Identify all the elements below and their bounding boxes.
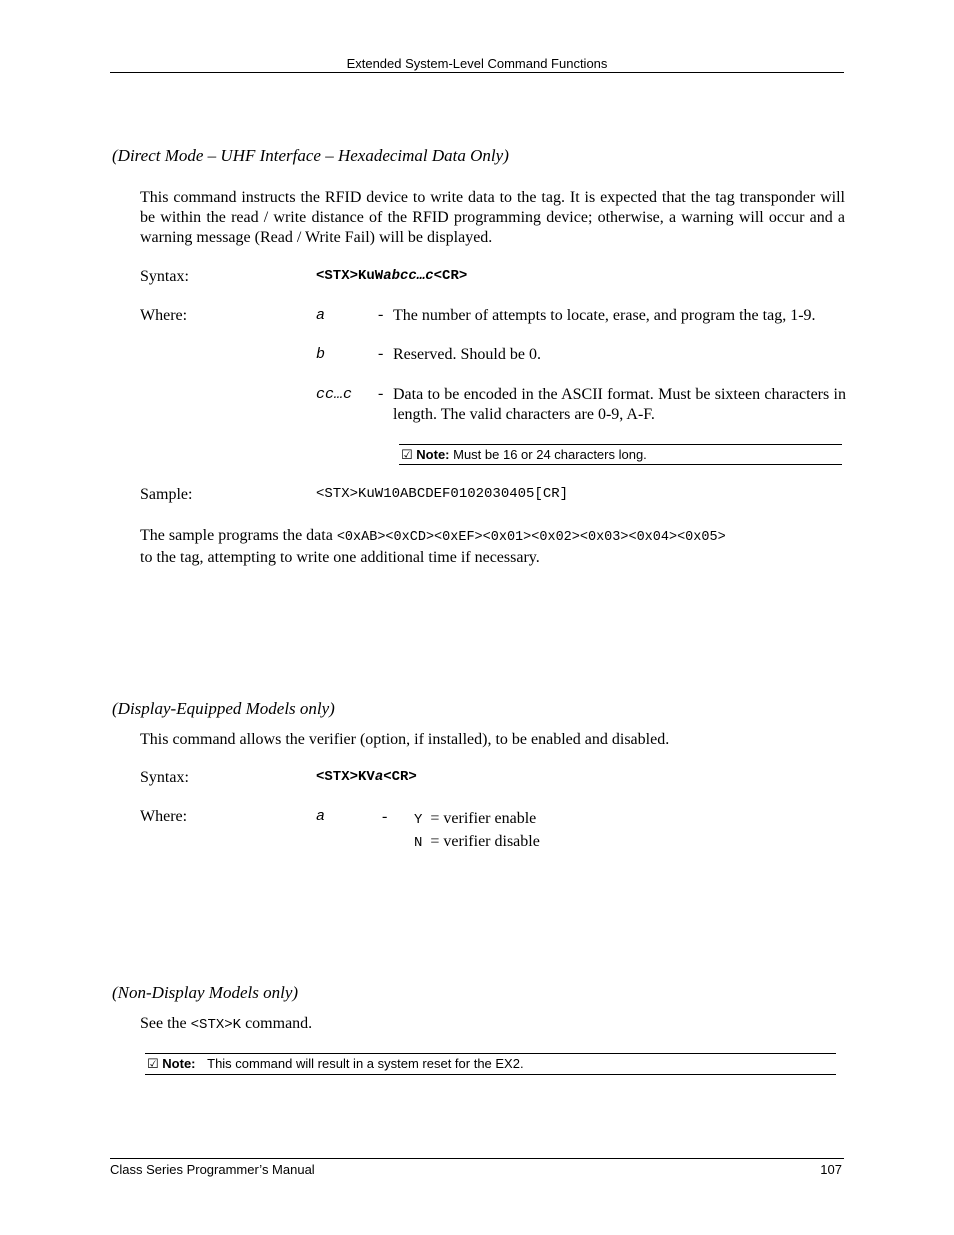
section2-subtitle: (Display-Equipped Models only) [112, 699, 335, 718]
param-c-dash: - [378, 385, 384, 402]
section1-syntax-label: Syntax: [140, 268, 189, 285]
syntax-suffix: <CR> [433, 268, 468, 284]
header-rule [110, 72, 844, 73]
sample-desc-code: <0xAB><0xCD><0xEF><0x01><0x02><0x03><0x04><0x05> [336, 530, 726, 545]
param-b-name: b [316, 346, 326, 363]
section1-subtitle: (Direct Mode – UHF Interface – Hexadecimal Data Only) [112, 146, 509, 165]
footer-rule [110, 1158, 844, 1159]
syntax-variable: a [374, 769, 384, 785]
section2-where-label: Where: [140, 808, 188, 825]
param-a-desc: The number of attempts to locate, erase, and program the tag, 1-9. [393, 307, 816, 324]
section1-sample-description [140, 526, 850, 568]
option-desc: = verifier enable [430, 810, 537, 827]
checkbox-icon: ☑ [401, 448, 413, 463]
note-text: This command will result in a system reset for the EX2. [207, 1056, 524, 1071]
section1-where-label: Where: [140, 307, 188, 324]
section2-param-dash: - [382, 808, 388, 825]
section3-text [140, 1014, 312, 1035]
running-header: Extended System-Level Command Functions [346, 56, 608, 71]
sample-desc-post: to the tag, attempting to write one additional time if necessary. [140, 549, 540, 566]
syntax-suffix: <CR> [383, 769, 417, 785]
option-enable [414, 808, 540, 831]
section1-description: This command instructs the RFID device to write data to the tag. It is expected that the tag transponder will be within the read / write distance of the RFID programming device; otherwise, a warning will occur and a warning message (Read / Write Fail) will be displayed. [140, 189, 845, 246]
text-post: command. [245, 1015, 313, 1032]
param-b-dash: - [378, 345, 384, 362]
note-label: Note: [416, 447, 450, 462]
section1-sample-code: <STX>KuW10ABCDEF0102030405[CR] [316, 486, 569, 502]
section1-sample-label: Sample: [140, 486, 193, 503]
note-box-1 [399, 444, 842, 465]
param-c-desc: Data to be encoded in the ASCII format. Must be sixteen characters in length. The valid characters are 0-9, A-F. [393, 386, 846, 423]
page-number: 107 [820, 1162, 842, 1177]
note-label: Note: [162, 1056, 196, 1071]
param-c-name: cc…c [316, 386, 353, 403]
param-a-name: a [316, 307, 326, 324]
sample-desc-pre: The sample programs the data [140, 527, 333, 544]
syntax-prefix: <STX>KV [316, 769, 375, 785]
option-desc: = verifier disable [430, 833, 540, 850]
param-b-desc: Reserved. Should be 0. [393, 346, 541, 363]
note-box-2 [145, 1053, 836, 1075]
checkbox-icon: ☑ [147, 1057, 159, 1072]
text-code: <STX>K [190, 1017, 242, 1033]
section2-syntax-code [316, 769, 417, 785]
footer-manual-title: Class Series Programmer’s Manual [110, 1162, 315, 1177]
syntax-prefix: <STX>KuW [316, 268, 384, 284]
section2-syntax-label: Syntax: [140, 769, 189, 786]
section2-param-name: a [316, 808, 326, 825]
note-text: Must be 16 or 24 characters long. [453, 447, 647, 462]
section1-syntax-code [316, 268, 467, 284]
option-code: Y [414, 812, 423, 828]
syntax-variable: abcc…c [383, 268, 434, 284]
option-code: N [414, 835, 423, 851]
section3-subtitle: (Non-Display Models only) [112, 983, 299, 1002]
section2-description: This command allows the verifier (option, if installed), to be enabled and disabled. [140, 731, 670, 748]
option-disable [414, 831, 540, 854]
param-a-dash: - [378, 306, 384, 323]
verifier-options [414, 808, 540, 854]
text-pre: See the [140, 1015, 187, 1032]
